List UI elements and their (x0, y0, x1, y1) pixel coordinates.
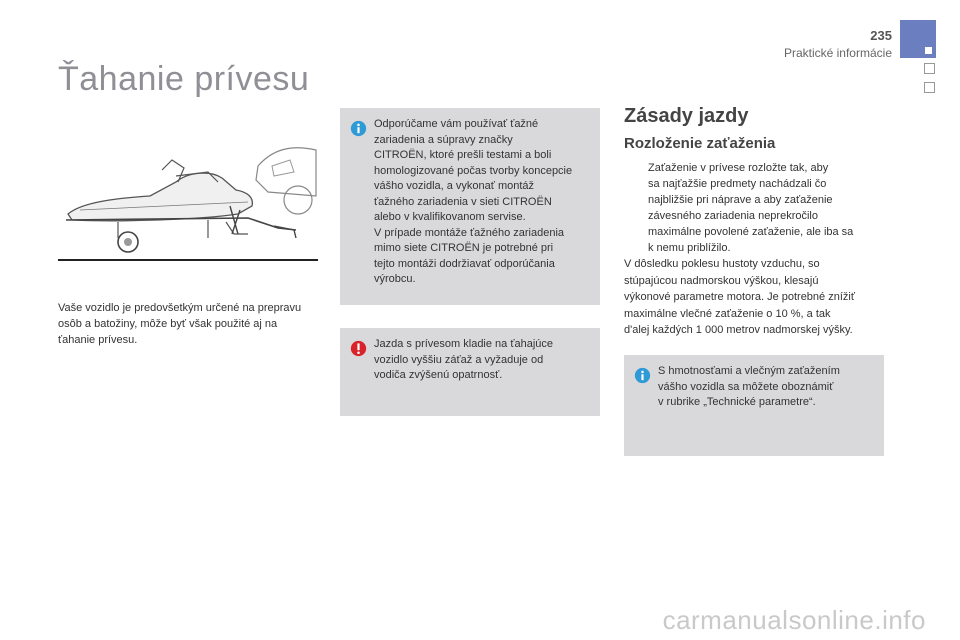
notice-text (374, 337, 590, 384)
body-line: V dôsledku poklesu hustoty vzduchu, so (624, 258, 820, 270)
body-line: maximálne vlečné zaťaženie o 10 %, a tak (624, 307, 831, 320)
bullet-line: maximálne povolené zaťaženie, ale iba sa (648, 226, 854, 238)
notice-line: tejto montáži dodržiavať odporúčania (374, 257, 555, 270)
page-number: 235 (870, 28, 892, 43)
notice-line: vášho vozidla sa môžete oboznámiť (658, 380, 834, 393)
warning-icon (350, 340, 367, 357)
notice-line: v rubrike „Technické parametre“. (658, 396, 816, 408)
notice-line: homologizované počas tvorby koncepcie (374, 164, 573, 177)
section-label: Praktické informácie (783, 46, 892, 60)
bullet-line: k nemu priblížilo. (648, 242, 731, 254)
notice-line: V prípade montáže ťažného zariadenia (374, 226, 565, 239)
body-line: d'alej každých 1 000 metrov nadmorskej výšky. (624, 324, 853, 336)
altitude-paragraph (624, 256, 888, 339)
notice-line: alebo v kvalifikovanom servise. (374, 211, 526, 223)
intro-text: Vaše vozidlo je predovšetkým určené na prepravu osôb a batožiny, môže byť však použité aj na ťahanie prívesu. (58, 302, 302, 346)
notice-line: vášho vozidla, a vykonať montáž (374, 180, 535, 192)
notice-towing-warning (340, 328, 600, 416)
watermark: carmanualsonline.info (662, 605, 926, 635)
section-heading: Zásady jazdy (624, 105, 749, 127)
notice-line: zariadenia a súpravy značky (374, 133, 513, 146)
notice-line: CITROËN, ktoré prešli testami a boli (374, 149, 552, 161)
notice-line: mimo siete CITROËN je potrebné pri (374, 242, 554, 254)
notice-text (374, 117, 590, 288)
bullet-line: najbližšie pri náprave a aby zaťaženie (648, 194, 833, 206)
page-title: Ťahanie prívesu (58, 60, 310, 98)
body-line: výkonové parametre motora. Je potrebné znížiť (624, 291, 855, 303)
notice-weights-reference (624, 355, 884, 456)
body-line: stúpajúcou nadmorskou výškou, klesajú (624, 274, 819, 287)
notice-line: výrobcu. (374, 273, 416, 285)
notice-line: vozidlo vyššiu záťaž a vyžaduje od (374, 353, 544, 366)
info-icon (350, 120, 367, 137)
trailer-illustration (58, 110, 318, 268)
info-icon (634, 367, 651, 384)
notice-line: S hmotnosťami a vlečným zaťažením (658, 365, 840, 377)
notice-towbar-recommendation (340, 108, 600, 305)
notice-line: Odporúčame vám používať ťažné (374, 118, 539, 130)
chapter-tab-active[interactable] (900, 20, 936, 58)
notice-line: vodiča zvýšenú opatrnosť. (374, 369, 503, 381)
subsection-heading: Rozloženie zaťaženia (624, 135, 776, 152)
notice-line: Jazda s prívesom kladie na ťahajúce (374, 338, 554, 350)
bullet-load-distribution (624, 160, 886, 256)
bullet-line: závesného zariadenia neprekročilo (648, 210, 818, 222)
chapter-tab[interactable] (924, 82, 935, 93)
bullet-line: Zaťaženie v prívese rozložte tak, aby (648, 162, 829, 174)
chapter-tab[interactable] (924, 63, 935, 74)
bullet-line: sa najťažšie predmety nachádzali čo (648, 178, 827, 190)
notice-text (658, 364, 874, 411)
notice-line: ťažného zariadenia v sieti CITROËN (374, 195, 552, 208)
